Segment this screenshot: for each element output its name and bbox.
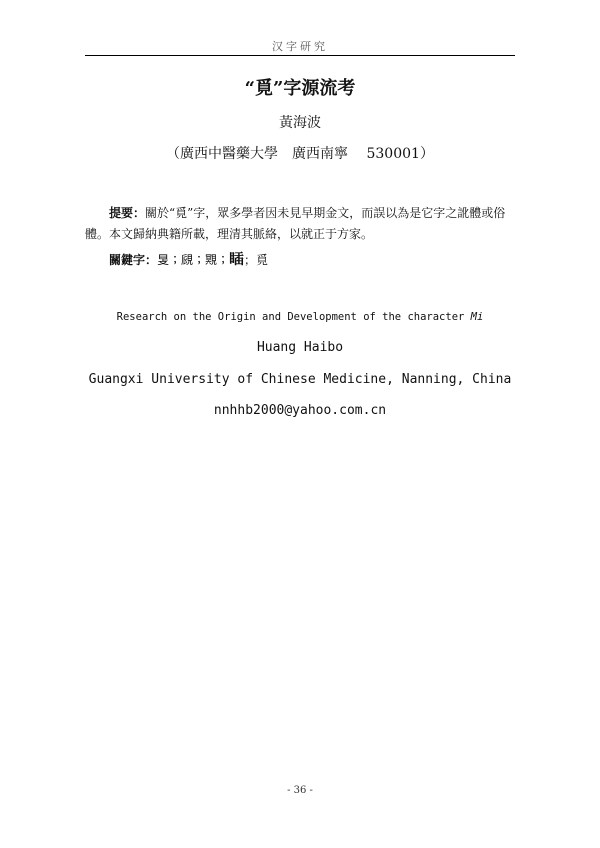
affiliation-zh: （廣西中醫藥大學 廣西南寧 530001） bbox=[166, 146, 434, 162]
keywords-label: 關鍵字： bbox=[109, 253, 158, 267]
header-rule bbox=[85, 55, 515, 56]
running-header: 汉字研究 bbox=[272, 40, 328, 53]
author-name-en: Huang Haibo bbox=[256, 340, 344, 355]
keywords-list-end: ；覓 bbox=[244, 253, 269, 267]
abstract bbox=[85, 203, 515, 245]
keyword-variant-character: 𥈊 bbox=[229, 250, 245, 268]
author-email: nnhhb2000@yahoo.com.cn bbox=[213, 403, 387, 418]
abstract-text: 關於“覓”字，眾多學者因未見早期金文，而誤以為是它字之訛體或俗體。本文歸納典籍所載，理清其脈絡，以就正于方家。 bbox=[85, 206, 506, 241]
title-en-main: Research on the Origin and Development of the character bbox=[116, 311, 471, 323]
affiliation-en: Guangxi University of Chinese Medicine, Nanning, China bbox=[88, 372, 512, 387]
title-en-italic: Mi bbox=[470, 311, 484, 323]
author-name-zh: 黃海波 bbox=[279, 115, 321, 131]
keywords bbox=[85, 250, 515, 269]
keywords-list: 𥄎；覛；覭； bbox=[157, 253, 230, 267]
article-title-en bbox=[0, 311, 600, 323]
page-number: - 36 - bbox=[287, 785, 313, 796]
article-title: “覓”字源流考 bbox=[244, 78, 356, 99]
abstract-label: 提要： bbox=[109, 206, 146, 220]
